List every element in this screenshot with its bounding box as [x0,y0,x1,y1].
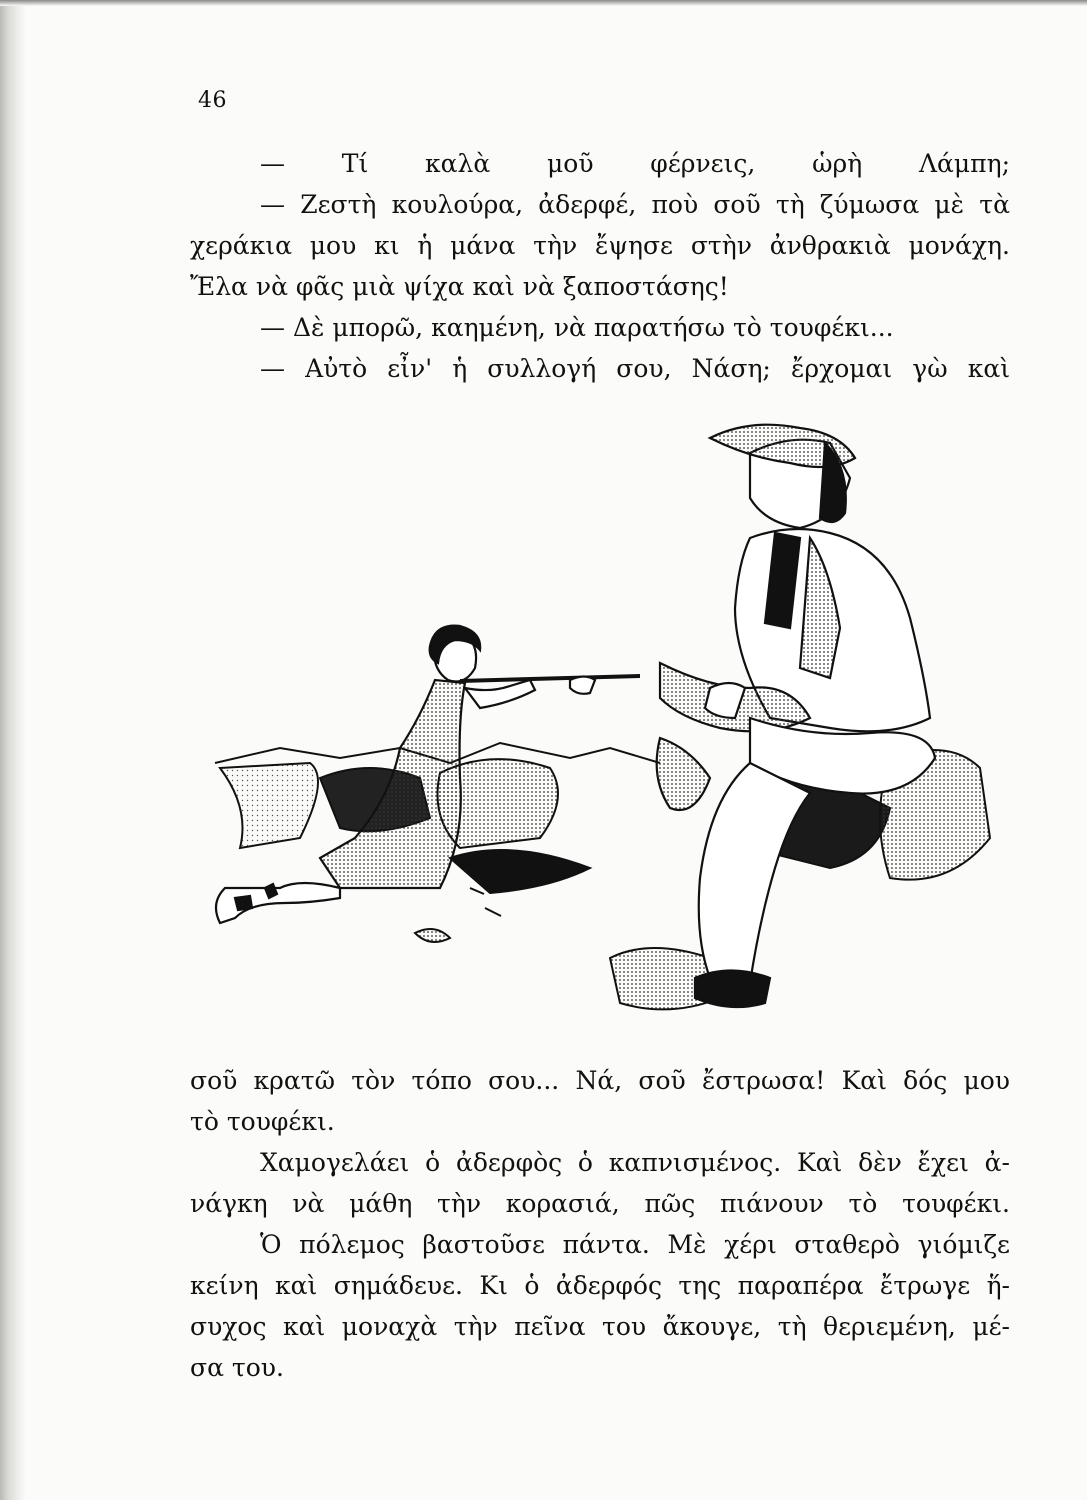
text-block-bottom [190,1060,1010,1388]
text-line: τὸ τουφέκι. [190,1107,335,1136]
text-line: — Τί καλὰ μοῦ φέρνεις, ὡρὴ Λάμπη; [260,149,1010,178]
page-top-edge [0,0,1087,6]
boy-seated-eating [657,425,935,1007]
text-line: — Δὲ μπορῶ, καημένη, νὰ παρατήσω τὸ τουφέκι... [260,313,894,342]
text-block-top [190,143,1010,389]
text-line: Ἔλα νὰ φᾶς μιὰ ψίχα καὶ νὰ ξαποστάσης! [190,272,729,301]
text-line: Χαμογελάει ὁ ἀδερφὸς ὁ καπνισμένος. Καὶ δὲν ἔχει ἀ- [260,1148,1010,1177]
text-line: χεράκια μου κι ἡ μάνα τὴν ἔψησε στὴν ἀνθρακιὰ μονάχη. [190,231,1010,260]
text-line: — Αὐτὸ εἶν' ἡ συλλογή σου, Νάση; ἔρχομαι γὼ καὶ [260,354,1010,383]
illustration-siblings-with-rifle [190,418,1020,1038]
text-line: — Ζεστὴ κουλούρα, ἀδερφέ, ποὺ σοῦ τὴ ζύμωσα μὲ τὰ [260,190,1010,219]
text-line: κείνη καὶ σημάδευε. Κι ὁ ἀδερφός της παραπέρα ἔτρωγε ἥ- [190,1271,1010,1300]
text-line: Ὁ πόλεμος βαστοῦσε πάντα. Μὲ χέρι σταθερὸ γιόμιζε [260,1230,1010,1259]
page-binding-shadow [0,0,26,1500]
text-line: σοῦ κρατῶ τὸν τόπο σου... Νά, σοῦ ἔστρωσα! Καὶ δός μου [190,1066,1010,1095]
text-line: σα του. [190,1353,284,1382]
page-number: 46 [198,88,227,113]
text-line: συχος καὶ μοναχὰ τὴν πεῖνα του ἄκουγε, τὴ θεριεμένη, μέ- [190,1312,1010,1341]
text-line: νάγκη νὰ μάθη τὴν κορασιά, πῶς πιάνουν τὸ τουφέκι. [190,1189,1010,1218]
